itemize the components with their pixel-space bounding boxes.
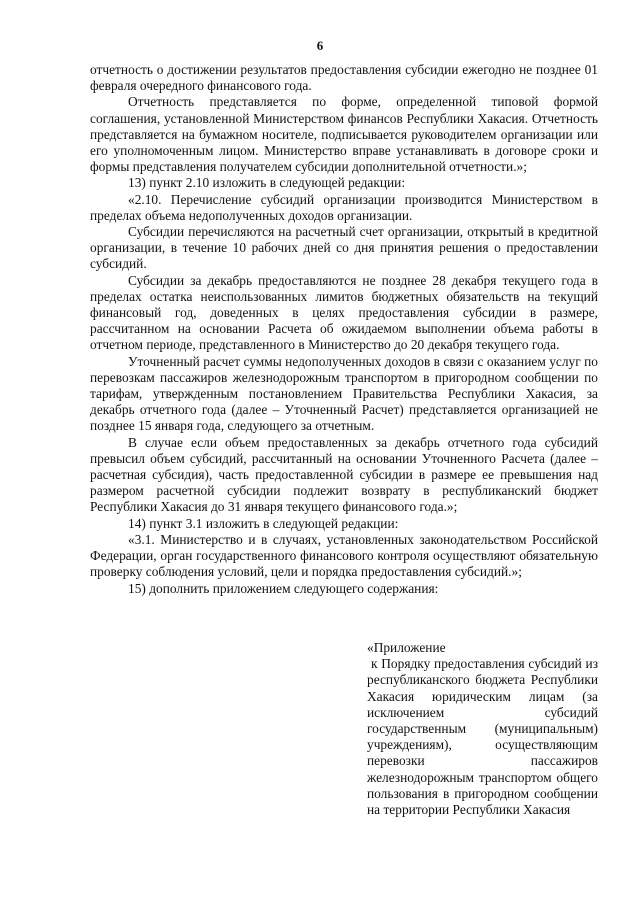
paragraph: «2.10. Перечисление субсидий организации производится Министерством в пределах объема недополученных доходов организации. (90, 191, 598, 223)
appendix-title: «Приложение (367, 640, 446, 655)
paragraph: Субсидии за декабрь предоставляются не позднее 28 декабря текущего года в пределах остатка неиспользованных лимитов бюджетных обязательств на текущий финансовый год, доведенных в целях предоставления субсидии в размере, рассчитанном на основании Расчета об ожидаемом выполнении объема работы в отчетном периоде, представленного в Министерство до 20 декабря текущего года. (90, 272, 598, 353)
appendix-block (367, 640, 598, 818)
paragraph: 14) пункт 3.1 изложить в следующей редакции: (128, 515, 399, 531)
appendix-description: к Порядку предоставления субсидий из республиканского бюджета Республики Хакасия юридическим лицам (за исключением субсидий государственным (муниципальным) учреждениям), осуществляющим перевозки пассажиров железнодорожным транспортом общего пользования в пригородном сообщении на территории Республики Хакасия (367, 656, 598, 818)
document-body (90, 62, 598, 597)
page-number: 6 (316, 38, 324, 53)
paragraph: отчетность о достижении результатов предоставления субсидии ежегодно не позднее 01 февраля очередного финансового года. (90, 62, 598, 94)
paragraph: «3.1. Министерство и в случаях, установленных законодательством Российской Федерации, орган государственного финансового контроля осуществляют обязательную проверку соблюдения условий, цели и порядка предоставления субсидий.»; (90, 531, 598, 580)
paragraph: 15) дополнить приложением следующего содержания: (128, 580, 439, 596)
paragraph: Отчетность представляется по форме, определенной типовой формой соглашения, установленной Министерством финансов Республики Хакасия. Отчетность представляется на бумажном носителе, подписывается руководителем организации или его уполномоченным лицом. Министерство вправе устанавливать в договоре сроки и формы представления получателем субсидии дополнительной отчетности.»; (90, 94, 598, 175)
paragraph: 13) пункт 2.10 изложить в следующей редакции: (128, 175, 406, 191)
paragraph: В случае если объем предоставленных за декабрь отчетного года субсидий превысил объем субсидий, рассчитанный на основании Уточненного Расчета (далее – расчетная субсидия), часть предоставленной субсидии в размере ее превышения над размером расчетной субсидии подлежит возврату в республиканский бюджет Республики Хакасия до 31 января текущего финансового года.»; (90, 434, 598, 515)
paragraph: Уточненный расчет суммы недополученных доходов в связи с оказанием услуг по перевозкам пассажиров железнодорожным транспортом в пригородном сообщении по тарифам, утвержденным постановлением Правительства Республики Хакасия, за декабрь отчетного года (далее – Уточненный Расчет) представляется организацией не позднее 15 января года, следующего за отчетным. (90, 353, 598, 434)
paragraph: Субсидии перечисляются на расчетный счет организации, открытый в кредитной организации, в течение 10 рабочих дней со дня принятия решения о предоставлении субсидий. (90, 224, 598, 272)
